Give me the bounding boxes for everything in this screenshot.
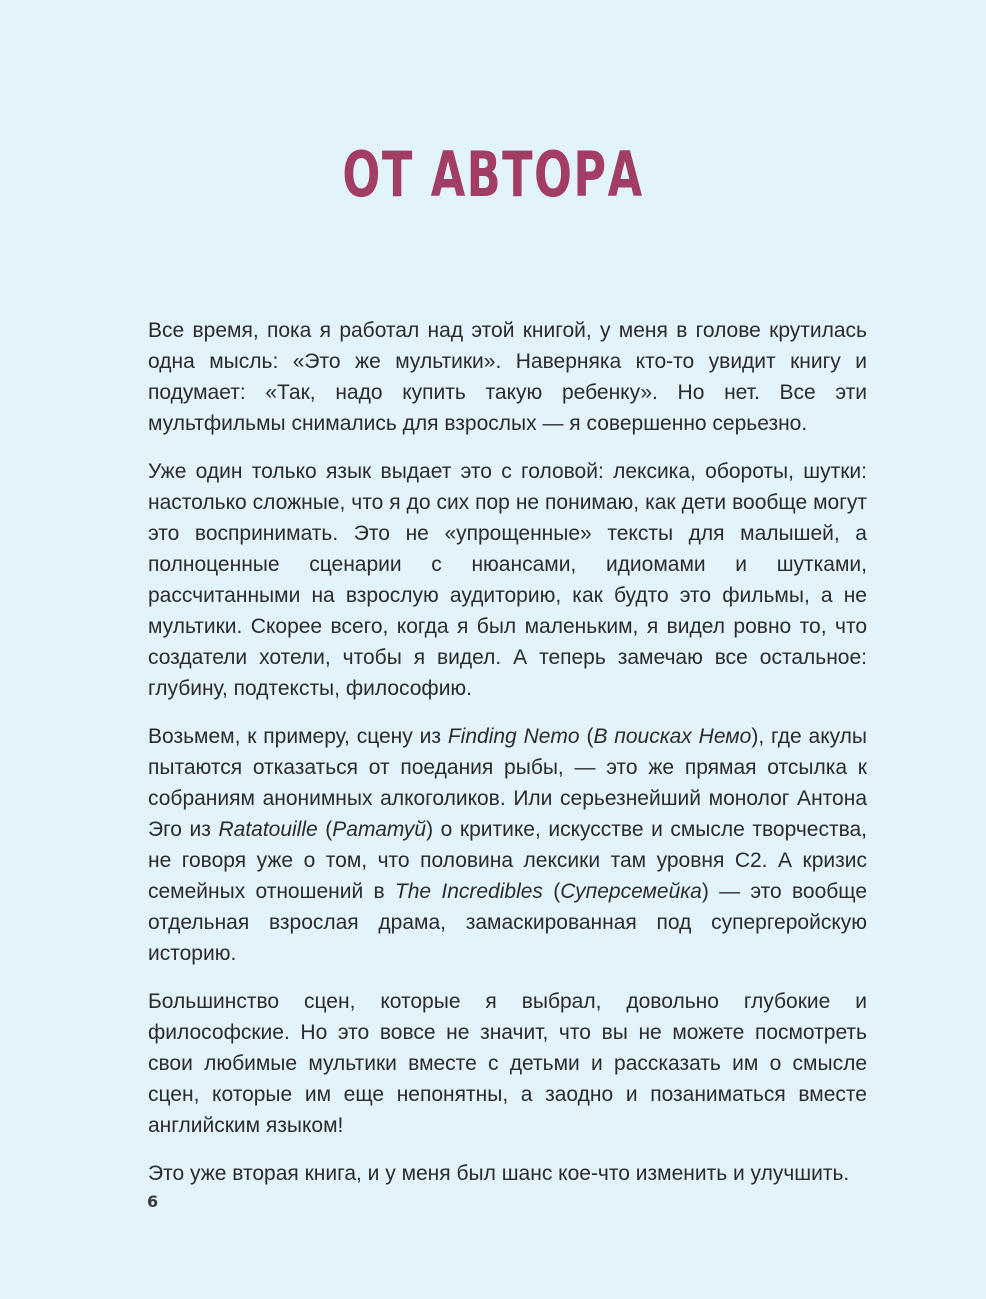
- film-title-ru: Суперсемейка: [560, 880, 702, 903]
- paragraph-3-text: (: [579, 725, 594, 748]
- paragraph-5: Это уже вторая книга, и у меня был шанс кое-что изменить и улучшить.: [148, 1162, 850, 1185]
- film-title-en: Ratatouille: [218, 818, 318, 841]
- film-title-en: The Incredibles: [394, 880, 543, 903]
- page-title: ОТ АВТОРА: [342, 138, 644, 211]
- paragraph-1: Все время, пока я работал над этой книгой, у меня в голове крутилась одна мысль: «Это же мультики». Наверняка кто-то увидит книгу и подумает: «Так, надо купить такую ребенку». Но нет. Все эти мультфильмы снимались для взрослых — я совершенно серьезно.: [148, 319, 867, 435]
- page-number: 6: [147, 1192, 159, 1211]
- paragraph-2: Уже один только язык выдает это с головой: лексика, обороты, шутки: настолько сложные, что я до сих пор не понимаю, как дети вообще могут это воспринимать. Это не «упрощенные» тексты для малышей, а полноценные сценарии с нюансами, идиомами и шутками, рассчитанными на взрослую аудиторию, как будто это фильмы, а не мультики. Скорее всего, когда я был маленьким, я видел ровно то, что создатели хотели, чтобы я видел. А теперь замечаю все остальное: глубину, подтексты, философию.: [148, 460, 867, 700]
- body-text: [148, 315, 867, 1206]
- film-title-ru: В поисках Немо: [593, 725, 752, 748]
- paragraph-3-text: (: [542, 880, 561, 903]
- paragraph-3-text: ), где акулы пытаются отказаться от поедания рыбы, — это же прямая отсылка к собраниям анонимных алкоголиков. Или серьезнейший монолог Антона Эго из: [148, 725, 868, 841]
- paragraph-3: [148, 721, 867, 969]
- film-title-ru: Рататуй: [332, 818, 427, 841]
- film-title-en: Finding Nemo: [447, 725, 580, 748]
- paragraph-3-text: ) о критике, искусстве и смысле творчества, не говоря уже о том, что половина лексики там уровня C2. А кризис семейных отношений в: [148, 818, 868, 903]
- paragraph-3-text: Возьмем, к примеру, сцену из: [148, 725, 448, 748]
- paragraph-3-text: (: [317, 818, 333, 841]
- paragraph-4: Большинство сцен, которые я выбрал, довольно глубокие и философские. Но это вовсе не значит, что вы не можете посмотреть свои любимые мультики вместе с детьми и рассказать им о смысле сцен, которые им еще непонятны, а заодно и позаниматься вместе английским языком!: [148, 990, 867, 1137]
- paragraph-3-text: ) — это вообще отдельная взрослая драма, замаскированная под супергеройскую историю.: [148, 880, 868, 965]
